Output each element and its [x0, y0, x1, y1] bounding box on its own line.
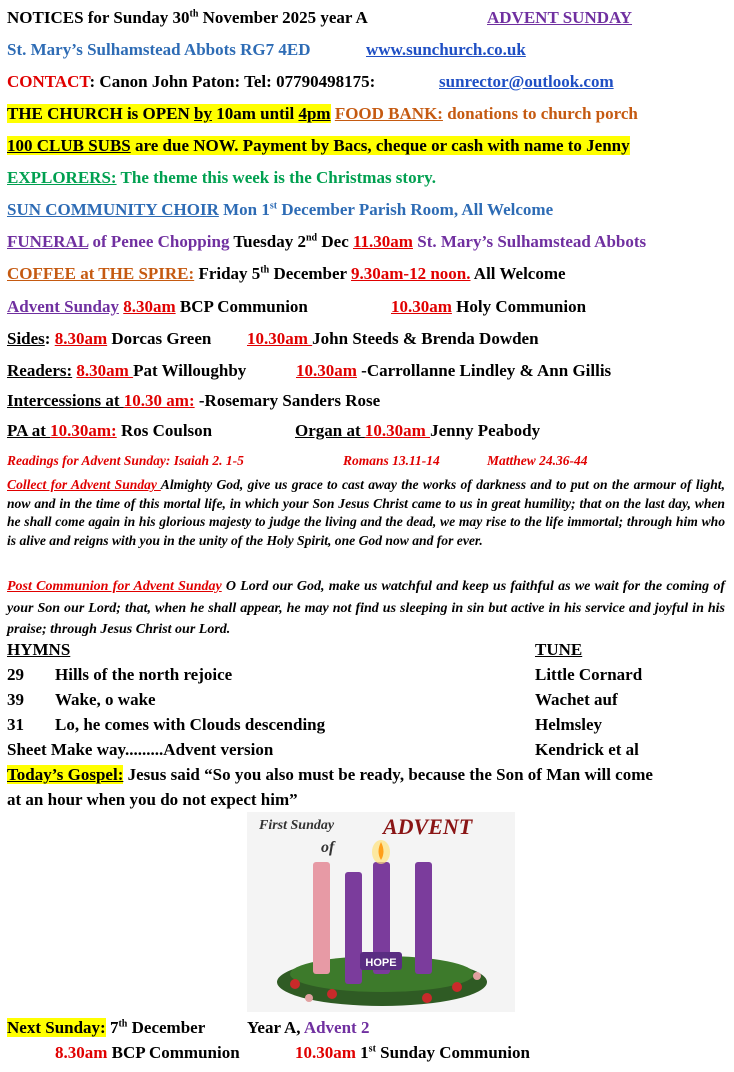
club-subs-line: 100 CLUB SUBS are due NOW. Payment by Bacs, cheque or cash with name to Jenny: [7, 136, 630, 155]
services-line: Advent Sunday 8.30am BCP Communion: [7, 297, 308, 316]
email-link[interactable]: sunrector@outlook.com: [439, 72, 614, 91]
services-line-2: 10.30am Holy Communion: [391, 297, 587, 316]
intercessions-line: Intercessions at 10.30 am: -Rosemary Sanders Rose: [7, 391, 381, 410]
reading-matthew: Matthew 24.36-44: [487, 453, 588, 468]
hymn-tune: Helmsley: [535, 715, 603, 734]
hymn-tune: Kendrick et al: [535, 740, 639, 759]
gospel-line-2: at an hour when you do not expect him”: [7, 790, 298, 809]
readers-line: Readers: 8.30am Pat Willoughby: [7, 361, 247, 380]
advent-sunday-heading: ADVENT SUNDAY: [487, 8, 633, 27]
contact-line: CONTACT: Canon John Paton: Tel: 07790498175:: [7, 72, 376, 91]
explorers-line: EXPLORERS: The theme this week is the Christmas story.: [7, 168, 436, 187]
advent-wreath-image: [247, 812, 515, 1012]
advent-text: ADVENT: [383, 814, 473, 839]
funeral-line: FUNERAL of Penee Chopping Tuesday 2nd Dec 11.30am St. Mary’s Sulhamstead Abbots: [7, 232, 647, 251]
hymn-number: 31: [7, 715, 24, 734]
next-sunday-year: Year A, Advent 2: [247, 1018, 370, 1037]
hymn-sheet-row: Sheet Make way.........Advent version: [7, 740, 274, 759]
next-sunday-service-2: 10.30am 1st Sunday Communion: [295, 1043, 530, 1062]
of-text: of: [321, 839, 335, 856]
next-sunday-line: Next Sunday: 7th December: [7, 1018, 206, 1037]
tune-header: TUNE: [535, 640, 583, 659]
reading-romans: Romans 13.11-14: [343, 453, 440, 468]
notices-title: NOTICES for Sunday 30th November 2025 year A: [7, 8, 368, 27]
organ-line: Organ at 10.30am Jenny Peabody: [295, 421, 541, 440]
church-address: St. Mary’s Sulhamstead Abbots RG7 4ED: [7, 40, 311, 59]
church-open-line: THE CHURCH is OPEN by 10am until 4pm FOOD BANK: donations to church porch: [7, 104, 638, 123]
next-sunday-service-1: 8.30am BCP Communion: [55, 1043, 240, 1062]
collect-paragraph: Collect for Advent Sunday Almighty God, give us grace to cast away the works of darkness and to put on the armour of light, now and in the time of this mortal life, in which your Son Jesus Christ came to us in great humility; that on the last day, when he shall come again in his glorious majesty to judge the living and the dead, we may rise to the life immortal; through him who is alive and reigns with you in the unity of the Holy Spirit, one God now and for ever.: [7, 477, 725, 548]
hymn-tune: Little Cornard: [535, 665, 643, 684]
pa-line: PA at 10.30am: Ros Coulson: [7, 421, 213, 440]
hymn-number: 29: [7, 665, 24, 684]
hymns-header: HYMNS: [7, 640, 71, 659]
sides-line-2: 10.30am John Steeds & Brenda Dowden: [247, 329, 539, 348]
first-sunday-text: First Sunday: [259, 818, 335, 833]
choir-line: SUN COMMUNITY CHOIR Mon 1st December Parish Room, All Welcome: [7, 200, 554, 219]
hymn-title: Wake, o wake: [55, 690, 156, 709]
hymn-tune: Wachet auf: [535, 690, 618, 709]
hymn-title: Lo, he comes with Clouds descending: [55, 715, 326, 734]
hymn-number: 39: [7, 690, 24, 709]
post-communion-paragraph: Post Communion for Advent Sunday O Lord our God, make us watchful and keep us faithful as we wait for the coming of your Son our Lord; that, when he shall appear, he may not find us sleeping in sin but active in his service and joyful in his praise; through Jesus Christ our Lord.: [7, 579, 725, 637]
coffee-line: COFFEE at THE SPIRE: Friday 5th December 9.30am-12 noon. All Welcome: [7, 264, 566, 283]
website-link[interactable]: www.sunchurch.co.uk: [366, 40, 526, 59]
gospel-line-1: Today’s Gospel: Jesus said “So you also must be ready, because the Son of Man will come: [7, 765, 653, 784]
readings-line: Readings for Advent Sunday: Isaiah 2. 1-5: [7, 453, 244, 468]
food-bank-label: FOOD BANK:: [334, 104, 443, 123]
sides-line: Sides: 8.30am Dorcas Green: [7, 329, 212, 348]
readers-line-2: 10.30am -Carrollanne Lindley & Ann Gillis: [296, 361, 612, 380]
hymn-title: Hills of the north rejoice: [55, 665, 233, 684]
hope-text: HOPE: [365, 957, 397, 969]
